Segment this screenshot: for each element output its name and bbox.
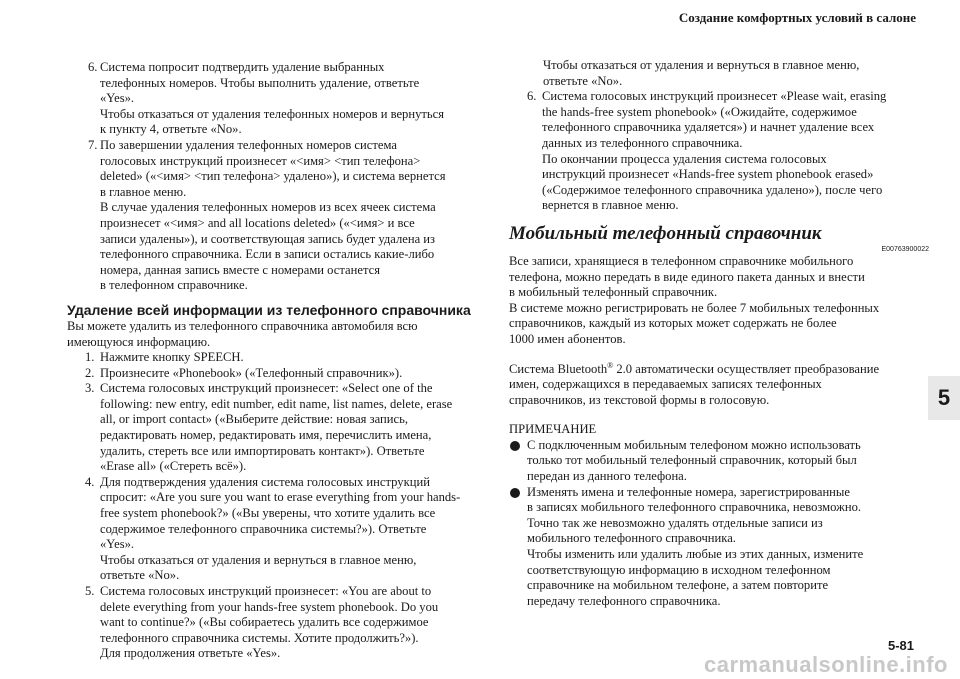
text-line: («Содержимое телефонного справочника удалено»), после чего <box>542 182 883 197</box>
text-line: want to continue?» («Вы собираетесь удалить все содержимое <box>100 615 429 630</box>
text-line: соответствующую информацию в исходном телефонном <box>527 562 831 577</box>
text-line: телефона, можно передать в виде единого пакета данных и внести <box>509 269 865 284</box>
text-line: «Yes». <box>100 537 135 552</box>
text-line: телефонного справочника удаляется») и начнет удаление всех <box>542 120 875 135</box>
text-line: ответьте «No». <box>543 73 623 88</box>
text-line: По завершении удаления телефонных номеров система <box>100 137 397 152</box>
text-line: free system phonebook?» («Вы уверены, что хотите удалить все <box>100 506 436 521</box>
text-line: Чтобы изменить или удалить любые из этих данных, измените <box>527 547 864 562</box>
step-item <box>67 350 487 366</box>
text-line: ответьте «No». <box>100 568 180 583</box>
text-line: справочнике на мобильном телефоне, а затем повторите <box>527 578 829 593</box>
text-line: в телефонном справочнике. <box>100 278 248 293</box>
text-line: содержимое телефонного справочника системы?»). Ответьте <box>100 521 427 536</box>
section-heading: Удаление всей информации из телефонного справочника <box>67 301 471 318</box>
section-code: E00763900022 <box>881 245 929 253</box>
note-bullet <box>509 485 929 610</box>
text-line: записи удалены»), и соответствующая запись будет удалена из <box>100 231 436 246</box>
text-line: Система голосовых инструкций произнесет: «Select one of the <box>100 381 433 396</box>
step-item <box>67 381 487 475</box>
text-line: Для подтверждения удаления система голосовых инструкций <box>100 474 430 489</box>
text-fragment: 2.0 автоматически осуществляет преобразование <box>613 361 880 376</box>
text-line: deleted» («<имя> <тип телефона> удалено»), и система вернется <box>100 169 446 184</box>
text-line: Чтобы отказаться от удаления и вернуться в главное меню, <box>100 552 417 567</box>
text-line <box>509 362 929 378</box>
text-line: Для продолжения ответьте «Yes». <box>100 646 281 661</box>
continued-step <box>509 58 929 89</box>
text-line: в мобильный телефонный справочник. <box>509 285 718 300</box>
text-line: following: new entry, edit number, edit name, list names, delete, erase <box>100 396 453 411</box>
step-number: 4. <box>85 474 95 489</box>
watermark: carmanualsonline.info <box>704 652 948 677</box>
text-line: мобильного телефонного справочника. <box>527 531 736 546</box>
text-line: В системе можно регистрировать не более 7 мобильных телефонных <box>509 300 880 315</box>
text-line: Система попросит подтвердить удаление выбранных <box>100 60 385 74</box>
step-item <box>67 584 487 662</box>
text-line: Чтобы отказаться от удаления и вернуться в главное меню, <box>543 58 860 72</box>
text-line: инструкций произнесет «Hands-free system phonebook erased» <box>542 167 874 182</box>
text-line: Произнесите «Phonebook» («Телефонный справочник»). <box>100 365 403 380</box>
text-line: Точно так же невозможно удалять отдельные записи из <box>527 515 823 530</box>
text-line: данных из телефонного справочника. <box>542 135 743 150</box>
text-line: Чтобы отказаться от удаления телефонных номеров и вернуться <box>100 106 445 121</box>
registered-mark: ® <box>607 360 614 370</box>
text-line: произнесет «<имя> and all locations deleted» («<имя> и все <box>100 215 415 230</box>
step-number: 6. <box>527 89 537 104</box>
text-line: В случае удаления телефонных номеров из всех ячеек система <box>100 200 436 215</box>
text-line: в главное меню. <box>100 184 187 199</box>
note-title: ПРИМЕЧАНИЕ <box>509 422 597 437</box>
text-line: справочников, из текстовой формы в голосовую. <box>509 392 770 407</box>
bluetooth-label: Система Bluetooth <box>509 361 608 376</box>
left-column <box>67 60 487 662</box>
paragraph-gap <box>509 348 929 362</box>
text-line: передачу телефонного справочника. <box>527 593 721 608</box>
bullet-dot-icon <box>510 488 520 498</box>
step-item <box>509 89 929 214</box>
text-line: all, or import contact» («Выберите действие: новая запись, <box>100 412 408 427</box>
item-number: 6. <box>88 60 98 74</box>
step-item <box>67 366 487 382</box>
text-line: Нажмите кнопку SPEECH. <box>100 350 244 365</box>
text-line: По окончании процесса удаления система голосовых <box>542 151 827 166</box>
step-item <box>67 475 487 584</box>
text-line: телефонных номеров. Чтобы выполнить удаление, ответьте <box>100 75 420 90</box>
chapter-tab: 5 <box>928 376 960 420</box>
text-line: delete everything from your hands-free system phonebook. Do you <box>100 599 439 614</box>
text-line: «Yes». <box>100 91 135 106</box>
item-number: 7. <box>88 137 98 152</box>
text-line: телефонного справочника. Если в записи остались какие-либо <box>100 247 435 262</box>
text-line: «Erase all» («Стереть всё»). <box>100 459 247 474</box>
intro-line: имеющуюся информацию. <box>67 334 211 349</box>
step-number: 2. <box>85 365 95 380</box>
note-bullet <box>509 438 929 485</box>
section-heading: Мобильный телефонный справочник <box>509 222 822 244</box>
step-number: 1. <box>85 350 95 365</box>
text-line: редактировать номер, редактировать имя, перечислить имена, <box>100 428 432 443</box>
paragraph-gap <box>509 408 929 422</box>
bullet-dot-icon <box>510 441 520 451</box>
page-number: 5-81 <box>887 638 914 653</box>
text-line: Система голосовых инструкций произнесет: «You are about to <box>100 584 432 598</box>
text-line: к пункту 4, ответьте «No». <box>100 122 242 137</box>
text-line: номера, данная запись вместе с номерами останется <box>100 262 380 277</box>
text-line: Изменять имена и телефонные номера, зарегистрированные <box>527 484 850 499</box>
text-line: справочников, каждый из которых может содержать не более <box>509 316 837 331</box>
text-line: вернется в главное меню. <box>542 198 679 213</box>
text-line: the hands-free system phonebook» («Ожидайте, содержимое <box>542 104 857 119</box>
text-line: спросит: «Are you sure you want to erase everything from your hands- <box>100 490 461 505</box>
text-line: передан из данного телефона. <box>527 469 687 484</box>
text-line: голосовых инструкций произнесет «<имя> <тип телефона> <box>100 153 421 168</box>
text-line: Система голосовых инструкций произнесет «Please wait, erasing <box>542 89 887 104</box>
text-line: только тот мобильный телефонный справочник, который был <box>527 453 857 468</box>
text-line: в записях мобильного телефонного справочника, невозможно. <box>527 500 862 515</box>
text-line: имен, содержащихся в передаваемых записях телефонных <box>509 377 822 392</box>
step-number: 3. <box>85 381 95 396</box>
text-line: 1000 имен абонентов. <box>509 331 626 346</box>
text-line: телефонного справочника системы. Хотите продолжить?»). <box>100 630 419 645</box>
text-line: Все записи, хранящиеся в телефонном справочнике мобильного <box>509 253 854 268</box>
intro-line: Вы можете удалить из телефонного справочника автомобиля всю <box>67 318 418 333</box>
page-header-title: Создание комфортных условий в салоне <box>678 10 916 25</box>
text-line: С подключенным мобильным телефоном можно использовать <box>527 437 861 452</box>
list-item <box>67 138 487 294</box>
step-number: 5. <box>85 584 95 598</box>
text-line: удалить, стереть все или импортировать контакт»). Ответьте <box>100 443 425 458</box>
right-column <box>509 58 929 609</box>
list-item <box>67 60 487 138</box>
